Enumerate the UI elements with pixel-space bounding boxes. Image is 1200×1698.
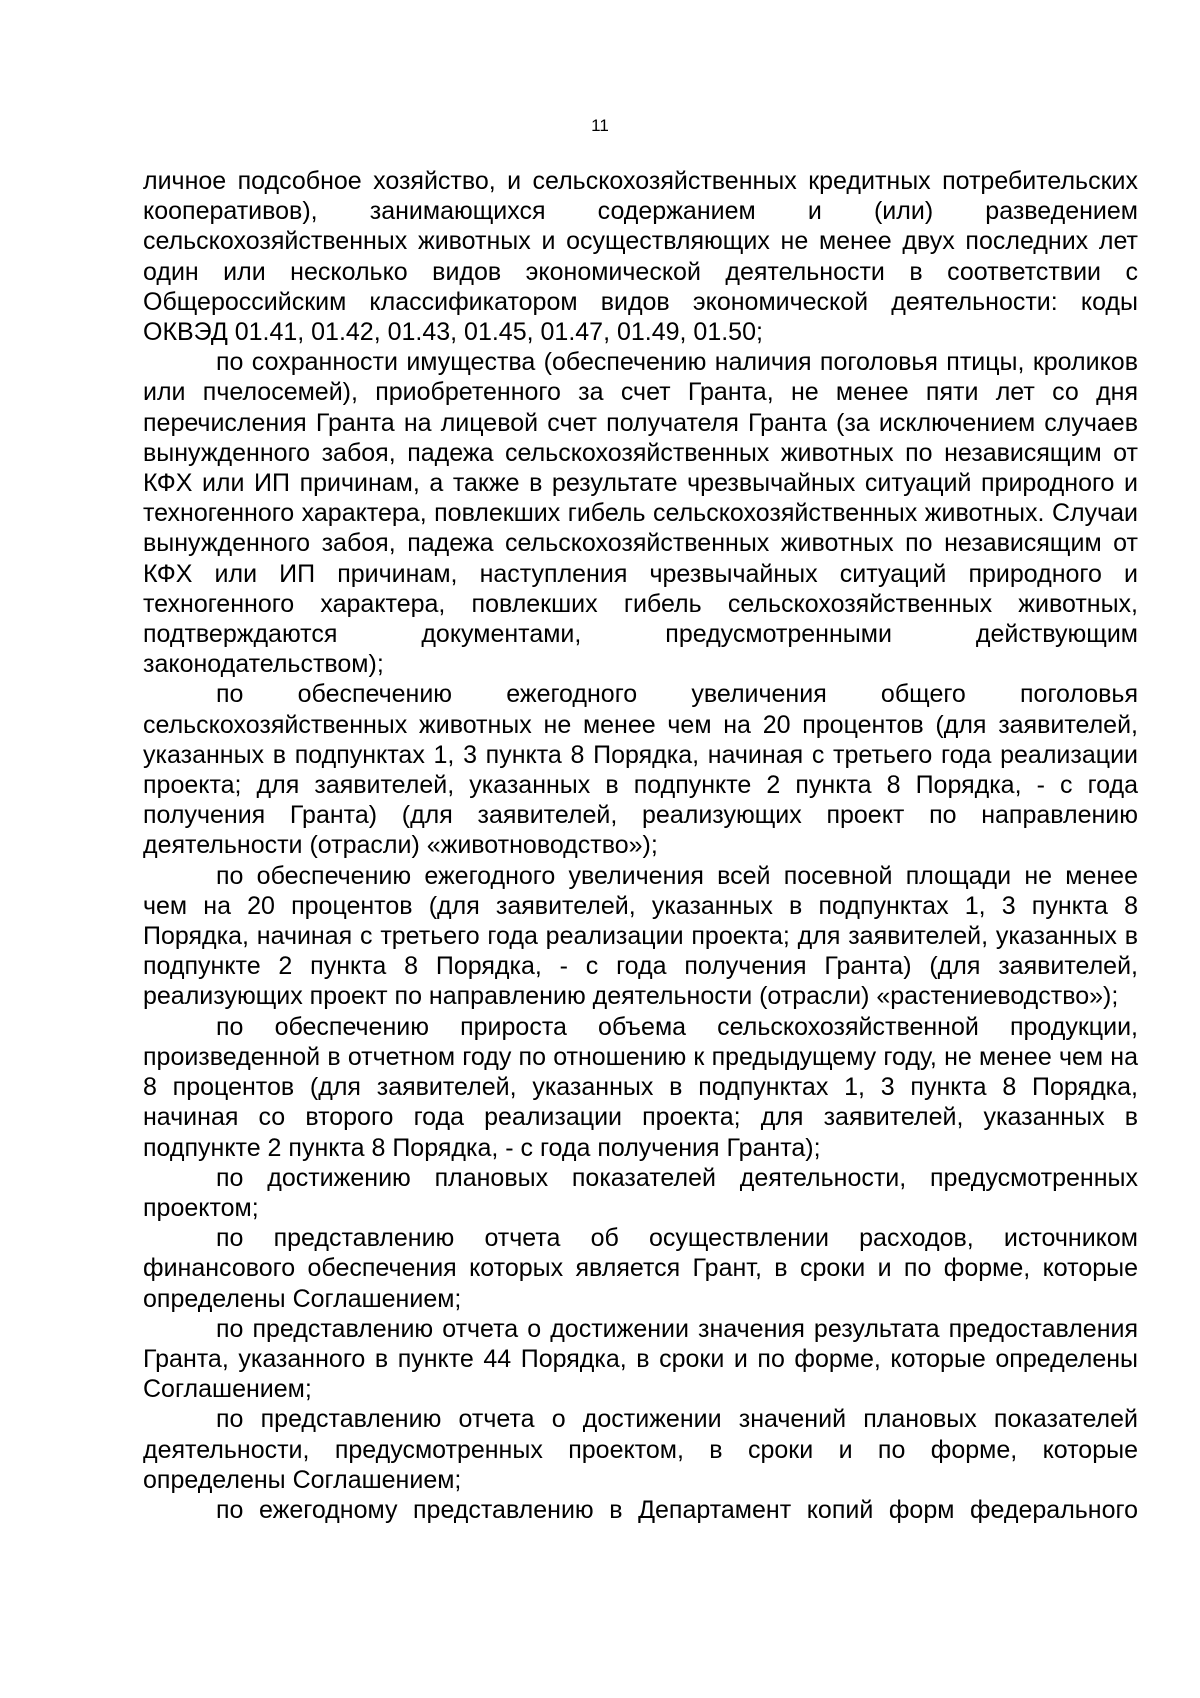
page-number: 11 [591,116,609,135]
paragraph: по обеспечению прироста объема сельскохозяйственной продукции, произведенной в отчетном году по отношению к предыдущему году, не менее чем на 8 процентов (для заявителей, указанных в подпунктах 1, 3 пункта 8 Порядка, начиная со второго года реализации проекта; для заявителей, указанных в подпункте 2 пункта 8 Порядка, - с года получения Гранта); [143,1012,1138,1162]
paragraph: по представлению отчета о достижении значения результата предоставления Гранта, указанного в пункте 44 Порядка, в сроки и по форме, которые определены Соглашением; [143,1314,1138,1404]
paragraph: личное подсобное хозяйство, и сельскохозяйственных кредитных потребительских кооперативов), занимающихся содержанием и (или) разведением сельскохозяйственных животных и осуществляющих не менее двух последних лет один или несколько видов экономической деятельности в соответствии с Общероссийским классификатором видов экономической деятельности: коды ОКВЭД 01.41, 01.42, 01.43, 01.45, 01.47, 01.49, 01.50; [143,167,1138,347]
paragraph: по достижению плановых показателей деятельности, предусмотренных проектом; [143,1163,1138,1222]
paragraph: по ежегодному представлению в Департамент копий форм федерального [216,1495,1138,1524]
paragraph: по обеспечению ежегодного увеличения всей посевной площади не менее чем на 20 процентов (для заявителей, указанных в подпунктах 1, 3 пункта 8 Порядка, начиная с третьего года реализации проекта; для заявителей, указанных в подпункте 2 пункта 8 Порядка, - с года получения Гранта) (для заявителей, реализующих проект по направлению деятельности (отрасли) «растениеводство»); [143,861,1138,1011]
document-body [143,166,1138,1525]
paragraph: по представлению отчета об осуществлении расходов, источником финансового обеспечения которых является Грант, в сроки и по форме, которые определены Соглашением; [143,1224,1138,1313]
paragraph: по сохранности имущества (обеспечению наличия поголовья птицы, кроликов или пчелосемей), приобретенного за счет Гранта, не менее пяти лет со дня перечисления Гранта на лицевой счет получателя Гранта (за исключением случаев вынужденного забоя, падежа сельскохозяйственных животных по независящим от КФХ или ИП причинам, а также в результате чрезвычайных ситуаций природного и техногенного характера, повлекших гибель сельскохозяйственных животных. Случаи вынужденного забоя, падежа сельскохозяйственных животных по независящим от КФХ или ИП причинам, наступления чрезвычайных ситуаций природного и техногенного характера, повлекших гибель сельскохозяйственных животных, подтверждаются документами, предусмотренными действующим законодательством); [143,348,1138,679]
paragraph: по представлению отчета о достижении значений плановых показателей деятельности, предусмотренных проектом, в сроки и по форме, которые определены Соглашением; [143,1405,1138,1494]
paragraph: по обеспечению ежегодного увеличения общего поголовья сельскохозяйственных животных не менее чем на 20 процентов (для заявителей, указанных в подпунктах 1, 3 пункта 8 Порядка, начиная с третьего года реализации проекта; для заявителей, указанных в подпункте 2 пункта 8 Порядка, - с года получения Гранта) (для заявителей, реализующих проект по направлению деятельности (отрасли) «животноводство»); [143,680,1138,860]
